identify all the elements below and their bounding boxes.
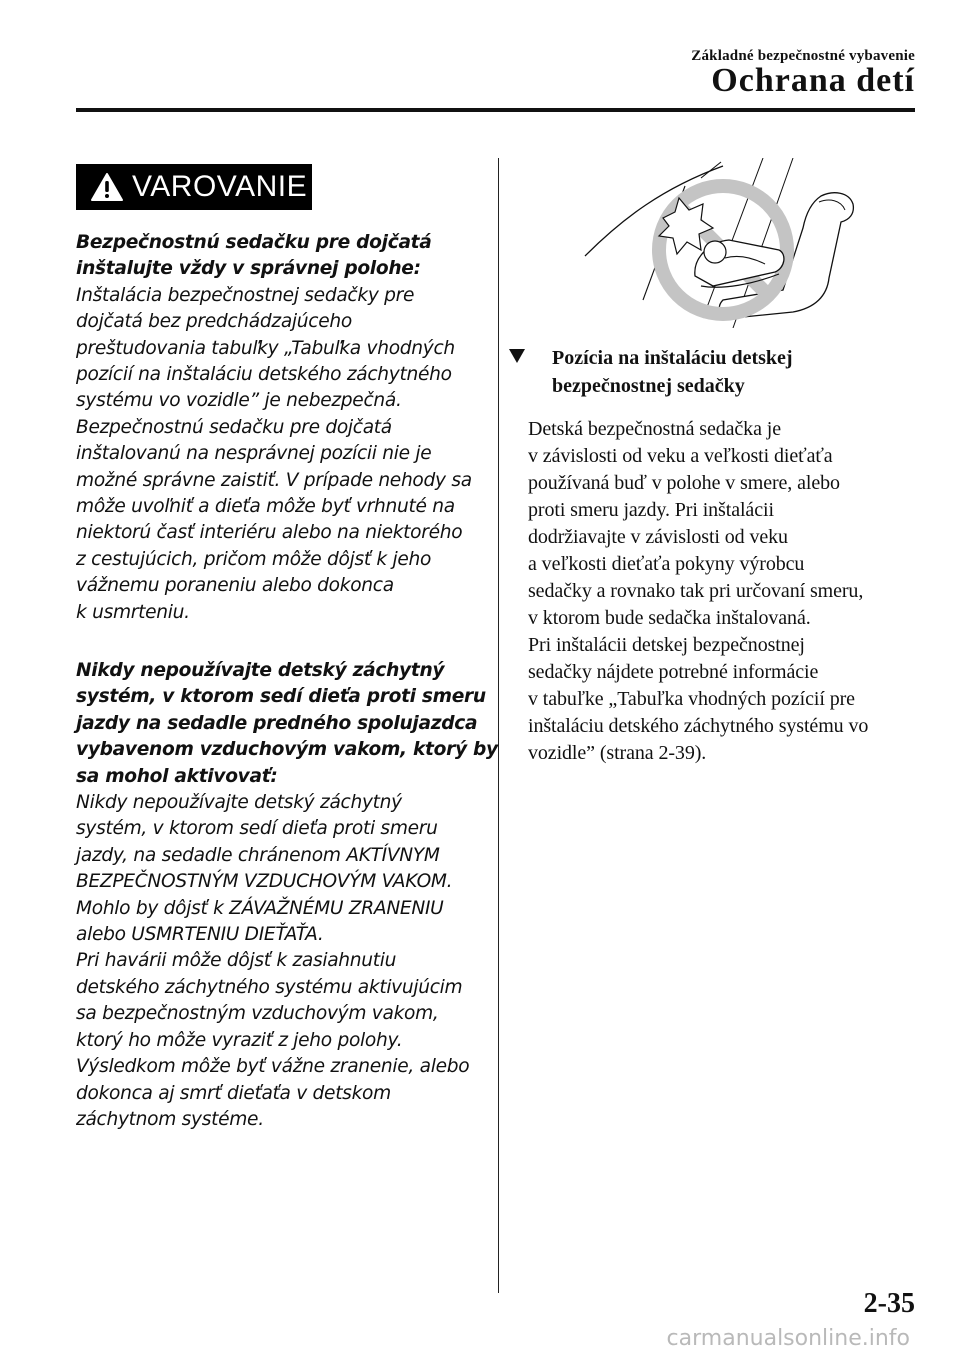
text-line: Nikdy nepoužívajte detský záchytný	[76, 660, 445, 681]
section-heading	[508, 344, 928, 400]
text-line: dokonca aj smrť dieťaťa v detskom	[76, 1082, 391, 1104]
text-line: inštaláciu detského záchytného systému vo	[528, 715, 869, 737]
text-line: inštalujte vždy v správnej polohe:	[76, 258, 421, 280]
text-line: detského záchytného systému aktivujúcim	[76, 976, 463, 998]
text-line: jazdy, na sedadle chránenom AKTÍVNYM	[76, 844, 440, 866]
warning-2-bold	[76, 658, 498, 790]
warning-triangle-icon	[90, 172, 124, 202]
text-line: BEZPEČNOSTNÝM VZDUCHOVÝM VAKOM.	[76, 871, 453, 893]
rear-facing-seat-prohibited-illustration	[583, 158, 861, 328]
text-line: systém, v ktorom sedí dieťa proti smeru	[76, 686, 486, 708]
text-line: systém, v ktorom sedí dieťa proti smeru	[76, 818, 438, 840]
watermark: carmanualsonline.info	[666, 1326, 910, 1351]
text-line: Bezpečnostnú sedačku pre dojčatá	[76, 232, 432, 253]
text-line: používaná buď v polohe v smere, alebo	[528, 472, 840, 494]
text-line: dodržiavajte v závislosti od veku	[528, 526, 788, 548]
text-line: k usmrteniu.	[76, 601, 190, 623]
text-line: sedačky nájdete potrebné informácie	[528, 661, 819, 683]
section-marker-icon	[508, 348, 526, 364]
text-line: Pri inštalácii detskej bezpečnostnej	[528, 634, 805, 656]
text-line: sedačky a rovnako tak pri určovaní smeru,	[528, 580, 864, 602]
text-line: z cestujúcich, pričom môže dôjsť k jeho	[76, 548, 432, 570]
text-line: proti smeru jazdy. Pri inštalácii	[528, 499, 774, 521]
text-line: záchytnom systéme.	[76, 1108, 264, 1130]
text-line: sa bezpečnostným vzduchovým vakom,	[76, 1003, 439, 1025]
warning-paragraph-2	[76, 658, 498, 1133]
text-line: vážnemu poraneniu alebo dokonca	[76, 575, 394, 597]
text-line: môže uvoľniť a dieťa môže byť vrhnuté na	[76, 496, 455, 518]
header-section-label: Základné bezpečnostné vybavenie	[691, 48, 915, 64]
column-divider	[498, 158, 499, 1293]
text-line: niektorú časť interiéru alebo na niektorého	[76, 522, 463, 544]
text-line: Výsledkom môže byť vážne zranenie, alebo	[76, 1056, 470, 1078]
heading-line: Pozícia na inštaláciu detskej	[552, 347, 793, 369]
text-line: vybavenom vzduchovým vakom, ktorý by	[76, 739, 498, 761]
page-title: Ochrana detí	[711, 62, 915, 99]
warning-banner	[76, 164, 312, 210]
text-line: ktorý ho môže vyraziť z jeho polohy.	[76, 1029, 403, 1051]
text-line: inštalovanú na nesprávnej pozícii nie je	[76, 443, 432, 465]
text-line: vozidle” (strana 2-39).	[528, 742, 707, 764]
text-line: preštudovania tabuľky „Tabuľka vhodných	[76, 337, 455, 359]
text-line: Pri havárii môže dôjsť k zasiahnutiu	[76, 950, 397, 972]
section-body	[528, 416, 928, 767]
text-line: Detská bezpečnostná sedačka je	[528, 418, 781, 440]
warning-paragraph-1	[76, 230, 476, 626]
header-rule	[76, 108, 915, 112]
heading-line: bezpečnostnej sedačky	[552, 375, 745, 397]
text-line: Bezpečnostnú sedačku pre dojčatá	[76, 416, 392, 438]
text-line: dojčatá bez predchádzajúceho	[76, 311, 352, 333]
text-line: v tabuľke „Tabuľka vhodných pozícií pre	[528, 688, 855, 710]
text-line: Inštalácia bezpečnostnej sedačky pre	[76, 284, 415, 306]
warning-label: VAROVANIE	[132, 170, 308, 203]
text-line: Mohlo by dôjsť k ZÁVAŽNÉMU ZRANENIU	[76, 897, 444, 919]
text-line: možné správne zaistiť. V prípade nehody sa	[76, 469, 472, 491]
page-number: 2-35	[863, 1288, 915, 1319]
text-line: sa mohol aktivovať:	[76, 765, 278, 787]
text-line: v závislosti od veku a veľkosti dieťaťa	[528, 445, 833, 467]
text-line: alebo USMRTENIU DIEŤAŤA.	[76, 924, 324, 946]
text-line: pozícií na inštaláciu detského záchytného	[76, 364, 452, 386]
warning-1-bold	[76, 230, 476, 283]
text-line: systému vo vozidle” je nebezpečná.	[76, 390, 402, 412]
text-line: a veľkosti dieťaťa pokyny výrobcu	[528, 553, 805, 575]
text-line: Nikdy nepoužívajte detský záchytný	[76, 792, 402, 814]
text-line: v ktorom bude sedačka inštalovaná.	[528, 607, 811, 629]
text-line: jazdy na sedadle predného spolujazdca	[76, 712, 478, 734]
